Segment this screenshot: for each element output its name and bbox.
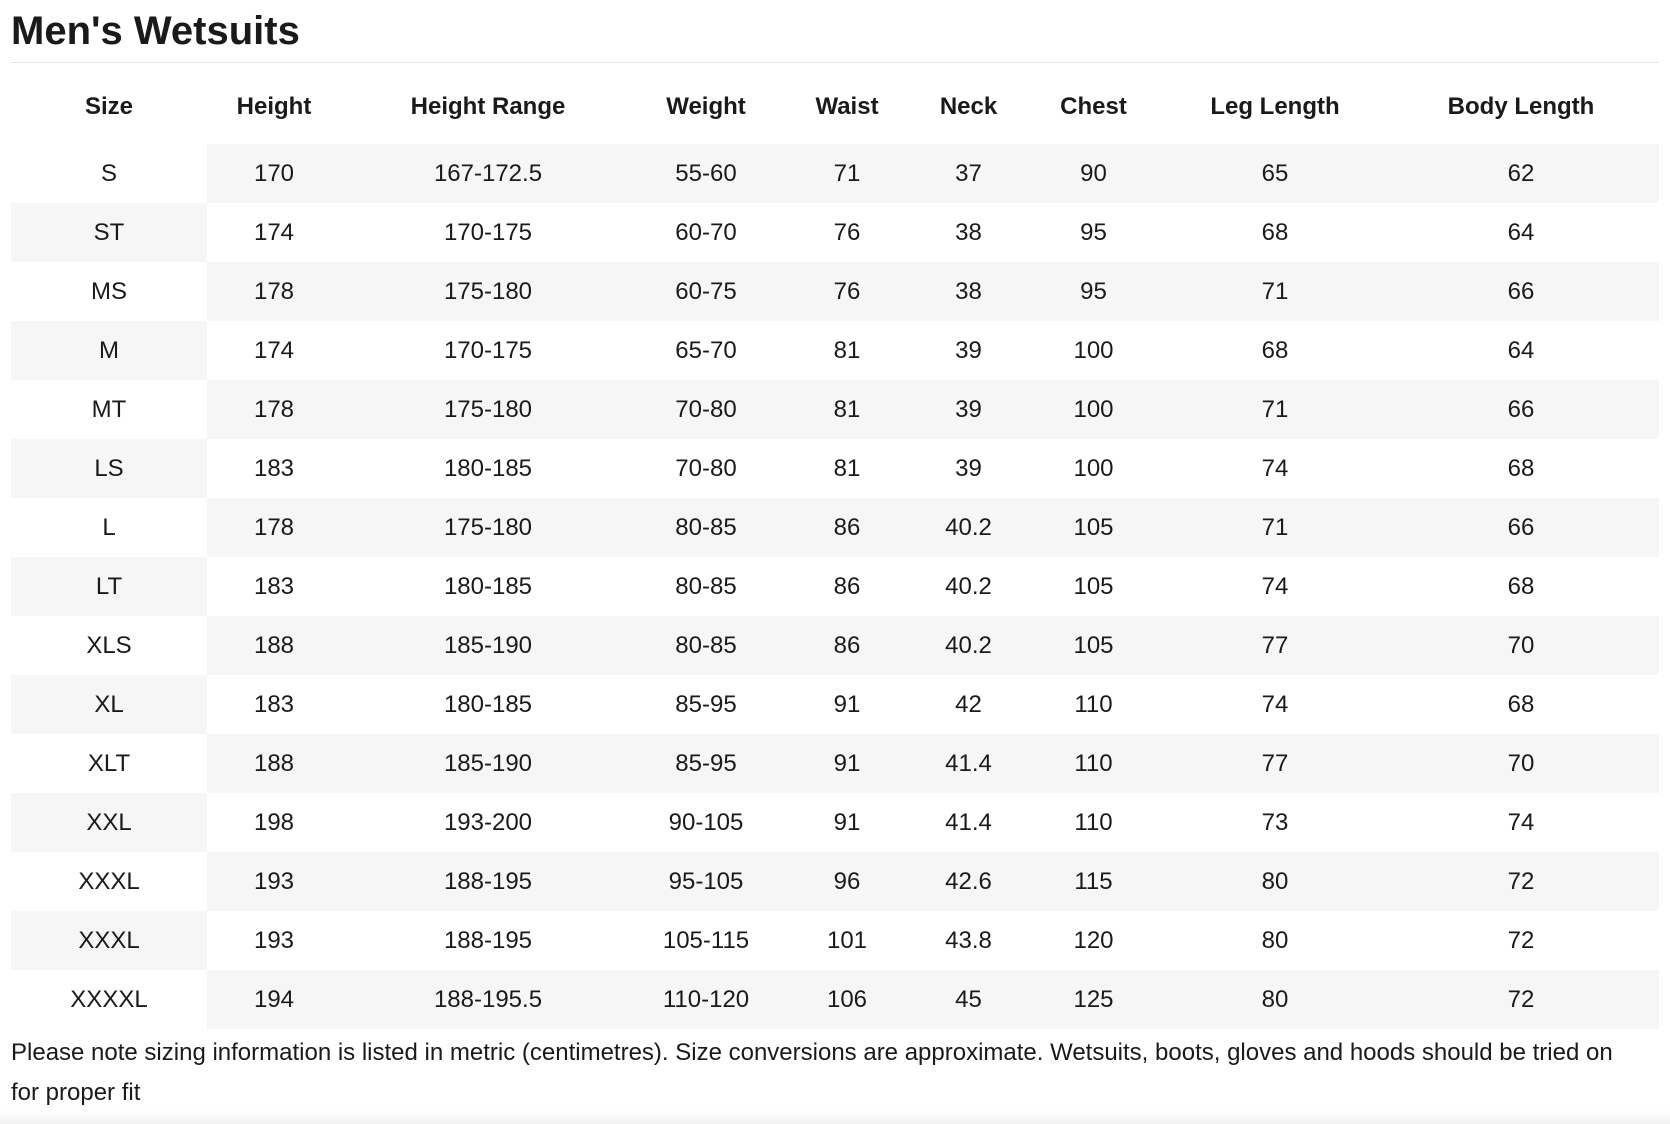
cell-height: 178 xyxy=(207,262,341,321)
cell-leg-length: 71 xyxy=(1167,498,1383,557)
cell-weight: 70-80 xyxy=(635,439,777,498)
cell-waist: 86 xyxy=(777,616,917,675)
cell-neck: 40.2 xyxy=(917,616,1020,675)
cell-height: 174 xyxy=(207,203,341,262)
cell-height-range: 170-175 xyxy=(341,321,635,380)
cell-body-length: 64 xyxy=(1383,203,1659,262)
cell-leg-length: 68 xyxy=(1167,203,1383,262)
cell-height-range: 175-180 xyxy=(341,380,635,439)
bottom-edge-shade xyxy=(0,1110,1670,1124)
cell-chest: 110 xyxy=(1020,793,1167,852)
cell-body-length: 68 xyxy=(1383,557,1659,616)
cell-body-length: 68 xyxy=(1383,439,1659,498)
cell-weight: 60-70 xyxy=(635,203,777,262)
cell-height: 198 xyxy=(207,793,341,852)
cell-height-range: 175-180 xyxy=(341,262,635,321)
cell-chest: 105 xyxy=(1020,616,1167,675)
cell-height: 193 xyxy=(207,852,341,911)
cell-waist: 86 xyxy=(777,557,917,616)
table-row xyxy=(11,380,1659,439)
cell-body-length: 66 xyxy=(1383,498,1659,557)
cell-size: XL xyxy=(11,675,207,734)
cell-height: 188 xyxy=(207,616,341,675)
cell-size: L xyxy=(11,498,207,557)
table-row xyxy=(11,911,1659,970)
cell-neck: 43.8 xyxy=(917,911,1020,970)
cell-waist: 76 xyxy=(777,262,917,321)
cell-neck: 38 xyxy=(917,203,1020,262)
column-header-size: Size xyxy=(84,92,134,120)
column-header-weight: Weight xyxy=(666,92,746,120)
cell-height-range: 193-200 xyxy=(341,793,635,852)
cell-height-range: 180-185 xyxy=(341,557,635,616)
cell-leg-length: 65 xyxy=(1167,144,1383,203)
cell-waist: 106 xyxy=(777,970,917,1029)
cell-leg-length: 80 xyxy=(1167,970,1383,1029)
cell-body-length: 74 xyxy=(1383,793,1659,852)
cell-weight: 80-85 xyxy=(635,498,777,557)
cell-height-range: 188-195 xyxy=(341,852,635,911)
table-row xyxy=(11,498,1659,557)
cell-height-range: 188-195.5 xyxy=(341,970,635,1029)
cell-leg-length: 80 xyxy=(1167,911,1383,970)
cell-body-length: 66 xyxy=(1383,380,1659,439)
cell-height: 183 xyxy=(207,439,341,498)
cell-body-length: 70 xyxy=(1383,734,1659,793)
table-row xyxy=(11,557,1659,616)
cell-body-length: 72 xyxy=(1383,911,1659,970)
cell-body-length: 72 xyxy=(1383,970,1659,1029)
size-guide xyxy=(11,0,1659,1113)
cell-weight: 85-95 xyxy=(635,675,777,734)
cell-chest: 120 xyxy=(1020,911,1167,970)
cell-neck: 37 xyxy=(917,144,1020,203)
cell-height: 194 xyxy=(207,970,341,1029)
table-row xyxy=(11,734,1659,793)
cell-chest: 95 xyxy=(1020,203,1167,262)
column-header-height-range: Height Range xyxy=(410,92,566,120)
cell-weight: 105-115 xyxy=(635,911,777,970)
table-row xyxy=(11,203,1659,262)
cell-waist: 71 xyxy=(777,144,917,203)
cell-body-length: 62 xyxy=(1383,144,1659,203)
cell-size: ST xyxy=(11,203,207,262)
cell-height: 183 xyxy=(207,675,341,734)
column-header-waist: Waist xyxy=(815,92,879,120)
cell-waist: 91 xyxy=(777,675,917,734)
cell-chest: 110 xyxy=(1020,675,1167,734)
cell-leg-length: 74 xyxy=(1167,439,1383,498)
cell-leg-length: 73 xyxy=(1167,793,1383,852)
cell-height-range: 175-180 xyxy=(341,498,635,557)
cell-chest: 100 xyxy=(1020,380,1167,439)
cell-weight: 85-95 xyxy=(635,734,777,793)
cell-height: 178 xyxy=(207,380,341,439)
cell-neck: 42 xyxy=(917,675,1020,734)
cell-size: S xyxy=(11,144,207,203)
cell-height-range: 170-175 xyxy=(341,203,635,262)
cell-neck: 41.4 xyxy=(917,734,1020,793)
cell-chest: 100 xyxy=(1020,439,1167,498)
cell-chest: 110 xyxy=(1020,734,1167,793)
cell-chest: 125 xyxy=(1020,970,1167,1029)
cell-neck: 39 xyxy=(917,439,1020,498)
cell-body-length: 70 xyxy=(1383,616,1659,675)
cell-size: XXXL xyxy=(11,852,207,911)
cell-size: XXXXL xyxy=(11,970,207,1029)
cell-size: XXL xyxy=(11,793,207,852)
cell-height-range: 180-185 xyxy=(341,675,635,734)
cell-waist: 81 xyxy=(777,439,917,498)
cell-waist: 101 xyxy=(777,911,917,970)
cell-chest: 100 xyxy=(1020,321,1167,380)
column-header-neck: Neck xyxy=(939,92,998,120)
cell-weight: 80-85 xyxy=(635,616,777,675)
cell-height: 193 xyxy=(207,911,341,970)
cell-height: 178 xyxy=(207,498,341,557)
cell-height-range: 188-195 xyxy=(341,911,635,970)
cell-chest: 115 xyxy=(1020,852,1167,911)
cell-waist: 86 xyxy=(777,498,917,557)
cell-leg-length: 68 xyxy=(1167,321,1383,380)
table-row xyxy=(11,793,1659,852)
cell-neck: 45 xyxy=(917,970,1020,1029)
column-header-body-length: Body Length xyxy=(1447,92,1595,120)
cell-size: M xyxy=(11,321,207,380)
cell-height: 170 xyxy=(207,144,341,203)
cell-waist: 81 xyxy=(777,321,917,380)
cell-size: LT xyxy=(11,557,207,616)
table-row xyxy=(11,439,1659,498)
cell-waist: 76 xyxy=(777,203,917,262)
table-row xyxy=(11,675,1659,734)
cell-size: MS xyxy=(11,262,207,321)
table-body xyxy=(11,144,1659,1029)
cell-height-range: 185-190 xyxy=(341,734,635,793)
cell-size: XLS xyxy=(11,616,207,675)
cell-height-range: 167-172.5 xyxy=(341,144,635,203)
cell-neck: 42.6 xyxy=(917,852,1020,911)
cell-leg-length: 74 xyxy=(1167,675,1383,734)
cell-height: 188 xyxy=(207,734,341,793)
cell-waist: 96 xyxy=(777,852,917,911)
cell-body-length: 68 xyxy=(1383,675,1659,734)
table-row xyxy=(11,262,1659,321)
sizing-note: Please note sizing information is listed in metric (centimetres). Size conversions are approximate. Wetsuits, boots, gloves and hoods should be tried on for proper fit xyxy=(11,1039,1613,1106)
cell-weight: 110-120 xyxy=(635,970,777,1029)
cell-weight: 90-105 xyxy=(635,793,777,852)
page-title: Men's Wetsuits xyxy=(11,0,1659,63)
cell-height-range: 185-190 xyxy=(341,616,635,675)
cell-height-range: 180-185 xyxy=(341,439,635,498)
cell-weight: 70-80 xyxy=(635,380,777,439)
table-row xyxy=(11,616,1659,675)
cell-waist: 81 xyxy=(777,380,917,439)
cell-height: 183 xyxy=(207,557,341,616)
cell-height: 174 xyxy=(207,321,341,380)
cell-weight: 60-75 xyxy=(635,262,777,321)
cell-weight: 55-60 xyxy=(635,144,777,203)
cell-size: XLT xyxy=(11,734,207,793)
cell-leg-length: 80 xyxy=(1167,852,1383,911)
cell-size: MT xyxy=(11,380,207,439)
cell-body-length: 72 xyxy=(1383,852,1659,911)
cell-waist: 91 xyxy=(777,793,917,852)
cell-chest: 105 xyxy=(1020,498,1167,557)
column-header-leg-length: Leg Length xyxy=(1210,92,1340,120)
cell-neck: 39 xyxy=(917,321,1020,380)
cell-body-length: 66 xyxy=(1383,262,1659,321)
cell-weight: 95-105 xyxy=(635,852,777,911)
cell-neck: 40.2 xyxy=(917,498,1020,557)
cell-weight: 80-85 xyxy=(635,557,777,616)
column-header-chest: Chest xyxy=(1060,92,1127,120)
cell-leg-length: 74 xyxy=(1167,557,1383,616)
table-header-row xyxy=(11,69,1659,144)
cell-leg-length: 71 xyxy=(1167,380,1383,439)
cell-waist: 91 xyxy=(777,734,917,793)
column-header-height: Height xyxy=(236,92,312,120)
cell-neck: 41.4 xyxy=(917,793,1020,852)
cell-size: XXXL xyxy=(11,911,207,970)
cell-weight: 65-70 xyxy=(635,321,777,380)
cell-body-length: 64 xyxy=(1383,321,1659,380)
cell-chest: 90 xyxy=(1020,144,1167,203)
table-row xyxy=(11,321,1659,380)
cell-leg-length: 77 xyxy=(1167,616,1383,675)
cell-leg-length: 77 xyxy=(1167,734,1383,793)
table-row xyxy=(11,970,1659,1029)
cell-neck: 40.2 xyxy=(917,557,1020,616)
cell-leg-length: 71 xyxy=(1167,262,1383,321)
table-row xyxy=(11,144,1659,203)
cell-chest: 95 xyxy=(1020,262,1167,321)
cell-neck: 38 xyxy=(917,262,1020,321)
table-row xyxy=(11,852,1659,911)
size-chart-table xyxy=(11,69,1659,1029)
cell-neck: 39 xyxy=(917,380,1020,439)
cell-size: LS xyxy=(11,439,207,498)
cell-chest: 105 xyxy=(1020,557,1167,616)
